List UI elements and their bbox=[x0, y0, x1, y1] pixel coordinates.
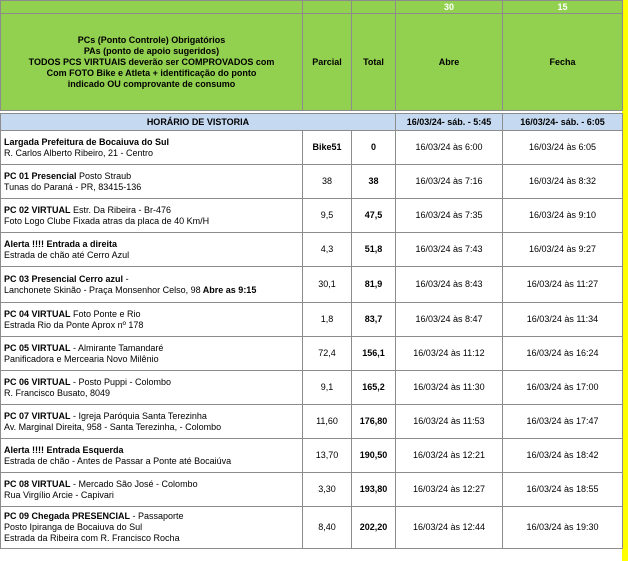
checkpoint-address-line bbox=[4, 320, 299, 331]
checkpoint-parcial[interactable]: 13,70 bbox=[303, 439, 352, 473]
checkpoint-total[interactable]: 190,50 bbox=[352, 439, 396, 473]
header-top-parcial-cell[interactable] bbox=[303, 1, 352, 14]
checkpoint-description-cell[interactable] bbox=[1, 199, 303, 233]
checkpoint-fecha[interactable]: 16/03/24 às 18:42 bbox=[503, 439, 623, 473]
checkpoint-parcial[interactable]: 3,30 bbox=[303, 473, 352, 507]
header-col-30[interactable]: 30 bbox=[396, 1, 503, 14]
checkpoint-title-line bbox=[4, 309, 299, 320]
checkpoint-title: Largada Prefeitura de Bocaiuva do Sul bbox=[4, 136, 170, 147]
checkpoint-row bbox=[1, 267, 623, 303]
checkpoint-fecha[interactable]: 16/03/24 às 16:24 bbox=[503, 337, 623, 371]
checkpoint-title-line bbox=[4, 511, 299, 522]
checkpoint-title-rest: - Almirante Tamandaré bbox=[70, 342, 164, 353]
checkpoint-title-rest: - Passaporte bbox=[130, 511, 184, 521]
checkpoint-parcial[interactable]: 8,40 bbox=[303, 507, 352, 549]
checkpoint-parcial[interactable]: 11,60 bbox=[303, 405, 352, 439]
checkpoint-row bbox=[1, 337, 623, 371]
checkpoint-parcial[interactable]: 9,1 bbox=[303, 371, 352, 405]
header-top-total-cell[interactable] bbox=[352, 1, 396, 14]
checkpoint-address: R. Carlos Alberto Ribeiro, 21 - Centro bbox=[4, 147, 154, 158]
checkpoint-fecha[interactable]: 16/03/24 às 11:27 bbox=[503, 267, 623, 303]
checkpoint-row bbox=[1, 165, 623, 199]
checkpoint-address: Av. Marginal Direita, 958 - Santa Terezinha, - Colombo bbox=[4, 421, 222, 432]
checkpoint-address-line bbox=[4, 490, 299, 501]
checkpoint-row bbox=[1, 371, 623, 405]
vistoria-fecha[interactable]: 16/03/24- sáb. - 6:05 bbox=[503, 114, 623, 131]
checkpoint-description-cell[interactable] bbox=[1, 233, 303, 267]
header-line-3: TODOS PCS VIRTUAIS deverão ser COMPROVADOS com bbox=[28, 56, 275, 67]
checkpoint-address-line bbox=[4, 285, 299, 296]
checkpoint-title: PC 06 VIRTUAL bbox=[4, 376, 71, 387]
header-line-1: PCs (Ponto Controle) Obrigatórios bbox=[77, 34, 226, 45]
checkpoint-address-line bbox=[4, 182, 299, 193]
checkpoint-parcial[interactable]: Bike51 bbox=[303, 131, 352, 165]
checkpoint-title-line bbox=[4, 411, 299, 422]
checkpoint-description-cell[interactable] bbox=[1, 439, 303, 473]
checkpoint-title: Alerta !!!! Entrada a direita bbox=[4, 238, 118, 249]
header-abre[interactable]: Abre bbox=[396, 14, 503, 111]
checkpoint-total[interactable]: 81,9 bbox=[352, 267, 396, 303]
checkpoint-parcial[interactable]: 4,3 bbox=[303, 233, 352, 267]
header-line-2: PAs (ponto de apoio sugeridos) bbox=[83, 45, 220, 56]
checkpoint-abre[interactable]: 16/03/24 às 7:43 bbox=[396, 233, 503, 267]
checkpoint-title: PC 09 Chegada PRESENCIAL bbox=[4, 511, 131, 521]
checkpoint-title: PC 05 VIRTUAL bbox=[4, 342, 71, 353]
header-line-5: indicado OU comprovante de consumo bbox=[67, 78, 236, 89]
header-main-row bbox=[1, 14, 623, 111]
checkpoint-total[interactable]: 156,1 bbox=[352, 337, 396, 371]
checkpoint-abre[interactable]: 16/03/24 às 8:47 bbox=[396, 303, 503, 337]
checkpoint-title: PC 04 VIRTUAL bbox=[4, 308, 71, 319]
checkpoint-address-line bbox=[4, 422, 299, 433]
header-total[interactable]: Total bbox=[352, 14, 396, 111]
checkpoint-title-rest: Foto Ponte e Rio bbox=[70, 308, 141, 319]
checkpoint-title: PC 02 VIRTUAL bbox=[4, 204, 71, 215]
checkpoint-abre[interactable]: 16/03/24 às 12:27 bbox=[396, 473, 503, 507]
checkpoint-rows bbox=[1, 131, 623, 549]
checkpoint-title-line bbox=[4, 479, 299, 490]
checkpoint-abre[interactable]: 16/03/24 às 11:12 bbox=[396, 337, 503, 371]
checkpoint-fecha[interactable]: 16/03/24 às 8:32 bbox=[503, 165, 623, 199]
checkpoint-row bbox=[1, 405, 623, 439]
checkpoint-abre[interactable]: 16/03/24 às 6:00 bbox=[396, 131, 503, 165]
checkpoint-address-line-2: Estrada da Ribeira com R. Francisco Rocha bbox=[4, 533, 180, 543]
checkpoint-parcial[interactable]: 38 bbox=[303, 165, 352, 199]
checkpoint-fecha[interactable]: 16/03/24 às 17:47 bbox=[503, 405, 623, 439]
checkpoint-address-line bbox=[4, 216, 299, 227]
checkpoint-fecha[interactable]: 16/03/24 às 9:27 bbox=[503, 233, 623, 267]
checkpoint-address-line bbox=[4, 148, 299, 159]
checkpoint-abre[interactable]: 16/03/24 às 12:21 bbox=[396, 439, 503, 473]
checkpoint-address: Lanchonete Skinão - Praça Monsenhor Celso, 98 bbox=[4, 284, 201, 295]
checkpoint-title-line bbox=[4, 274, 299, 285]
checkpoint-description-cell[interactable] bbox=[1, 371, 303, 405]
checkpoint-fecha[interactable]: 16/03/24 às 18:55 bbox=[503, 473, 623, 507]
checkpoint-abre[interactable]: 16/03/24 às 7:16 bbox=[396, 165, 503, 199]
checkpoint-description-cell[interactable] bbox=[1, 337, 303, 371]
checkpoint-total[interactable]: 83,7 bbox=[352, 303, 396, 337]
header-fecha[interactable]: Fecha bbox=[503, 14, 623, 111]
checkpoint-total[interactable]: 51,8 bbox=[352, 233, 396, 267]
checkpoint-parcial[interactable]: 9,5 bbox=[303, 199, 352, 233]
checkpoint-title: PC 01 Presencial bbox=[4, 170, 77, 181]
checkpoint-description-cell[interactable] bbox=[1, 405, 303, 439]
checkpoint-description-cell[interactable] bbox=[1, 267, 303, 303]
checkpoint-fecha[interactable]: 16/03/24 às 9:10 bbox=[503, 199, 623, 233]
checkpoint-address-line bbox=[4, 388, 299, 399]
checkpoint-description-cell[interactable] bbox=[1, 131, 303, 165]
checkpoint-fecha[interactable]: 16/03/24 às 6:05 bbox=[503, 131, 623, 165]
checkpoint-address: Panificadora e Mercearia Novo Milênio bbox=[4, 353, 159, 364]
checkpoint-description-cell[interactable] bbox=[1, 507, 303, 549]
checkpoint-title-rest: Estr. Da Ribeira - Br-476 bbox=[70, 204, 172, 215]
checkpoint-parcial[interactable]: 72,4 bbox=[303, 337, 352, 371]
checkpoint-title-line bbox=[4, 205, 299, 216]
checkpoint-fecha[interactable]: 16/03/24 às 17:00 bbox=[503, 371, 623, 405]
checkpoint-row bbox=[1, 199, 623, 233]
header-main-cell[interactable] bbox=[1, 14, 303, 111]
vistoria-abre[interactable]: 16/03/24- sáb. - 5:45 bbox=[396, 114, 503, 131]
checkpoint-total[interactable]: 202,20 bbox=[352, 507, 396, 549]
checkpoint-title-line bbox=[4, 171, 299, 182]
checkpoint-address: Foto Logo Clube Fixada atras da placa de 40 Km/H bbox=[4, 215, 210, 226]
checkpoint-title-rest: Posto Straub bbox=[76, 170, 132, 181]
checkpoint-title-line bbox=[4, 343, 299, 354]
checkpoint-row bbox=[1, 507, 623, 549]
checkpoint-address-line bbox=[4, 522, 299, 533]
checkpoint-parcial[interactable]: 1,8 bbox=[303, 303, 352, 337]
checkpoint-abre[interactable]: 16/03/24 às 12:44 bbox=[396, 507, 503, 549]
checkpoint-address: Estrada Rio da Ponte Aprox nº 178 bbox=[4, 319, 144, 330]
checkpoint-address-line bbox=[4, 456, 299, 467]
checkpoint-title-rest: - Posto Puppi - Colombo bbox=[70, 376, 172, 387]
checkpoint-fecha[interactable]: 16/03/24 às 19:30 bbox=[503, 507, 623, 549]
checkpoint-title-rest: - Mercado São José - Colombo bbox=[70, 478, 198, 489]
checkpoint-description-cell[interactable] bbox=[1, 473, 303, 507]
header-top-row bbox=[1, 1, 623, 14]
checkpoint-row bbox=[1, 473, 623, 507]
checkpoint-abre[interactable]: 16/03/24 às 8:43 bbox=[396, 267, 503, 303]
vistoria-row bbox=[1, 114, 623, 131]
checkpoint-abre[interactable]: 16/03/24 às 11:30 bbox=[396, 371, 503, 405]
checkpoint-total[interactable]: 165,2 bbox=[352, 371, 396, 405]
checkpoint-title: PC 03 Presencial Cerro azul bbox=[4, 273, 124, 284]
checkpoint-address: Estrada de chão até Cerro Azul bbox=[4, 249, 130, 260]
checkpoint-address: Posto Ipiranga de Bocaiuva do Sul bbox=[4, 522, 143, 532]
checkpoint-parcial[interactable]: 30,1 bbox=[303, 267, 352, 303]
checkpoint-row bbox=[1, 233, 623, 267]
checkpoint-title-rest: - bbox=[123, 273, 129, 284]
checkpoint-row bbox=[1, 131, 623, 165]
checkpoint-row bbox=[1, 303, 623, 337]
checkpoint-title-line bbox=[4, 239, 299, 250]
checkpoint-total[interactable]: 47,5 bbox=[352, 199, 396, 233]
header-line-4: Com FOTO Bike e Atleta + identificação do ponto bbox=[46, 67, 257, 78]
header-top-left-cell[interactable] bbox=[1, 1, 303, 14]
checkpoint-abre[interactable]: 16/03/24 às 7:35 bbox=[396, 199, 503, 233]
checkpoint-title: PC 07 VIRTUAL bbox=[4, 410, 71, 421]
checkpoint-description-cell[interactable] bbox=[1, 303, 303, 337]
checkpoint-address-line bbox=[4, 250, 299, 261]
checkpoint-total[interactable]: 176,80 bbox=[352, 405, 396, 439]
checkpoint-title: PC 08 VIRTUAL bbox=[4, 478, 71, 489]
checkpoint-address: Tunas do Paraná - PR, 83415-136 bbox=[4, 181, 142, 192]
checkpoint-address: R. Francisco Busato, 8049 bbox=[4, 387, 111, 398]
checkpoint-row bbox=[1, 439, 623, 473]
checkpoint-title-line bbox=[4, 137, 299, 148]
header-col-15[interactable]: 15 bbox=[503, 1, 623, 14]
checkpoint-abre[interactable]: 16/03/24 às 11:53 bbox=[396, 405, 503, 439]
header-parcial[interactable]: Parcial bbox=[303, 14, 352, 111]
checkpoint-description-cell[interactable] bbox=[1, 165, 303, 199]
checkpoint-total[interactable]: 193,80 bbox=[352, 473, 396, 507]
checkpoint-total[interactable]: 38 bbox=[352, 165, 396, 199]
checkpoint-address: Estrada de chão - Antes de Passar a Ponte até Bocaiúva bbox=[4, 455, 232, 466]
checkpoint-title-line bbox=[4, 377, 299, 388]
checkpoint-title: Alerta !!!! Entrada Esquerda bbox=[4, 444, 124, 455]
checkpoint-total[interactable]: 0 bbox=[352, 131, 396, 165]
checkpoint-address: Rua Virgílio Arcie - Capivari bbox=[4, 489, 114, 500]
checkpoint-fecha[interactable]: 16/03/24 às 11:34 bbox=[503, 303, 623, 337]
checkpoint-note: Abre as 9:15 bbox=[200, 284, 257, 295]
checkpoint-title-rest: - Igreja Paróquia Santa Terezinha bbox=[70, 410, 207, 421]
vistoria-label[interactable]: HORÁRIO DE VISTORIA bbox=[1, 114, 396, 131]
checkpoint-address-line bbox=[4, 354, 299, 365]
checkpoint-title-line bbox=[4, 445, 299, 456]
